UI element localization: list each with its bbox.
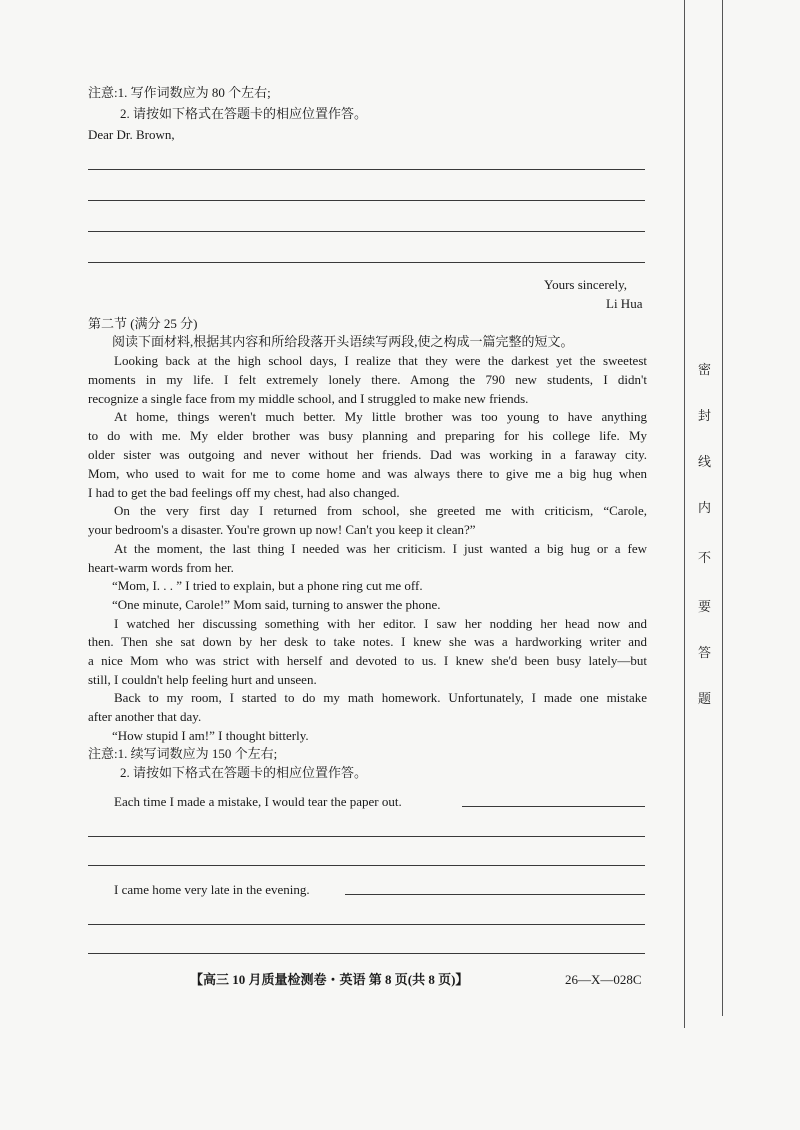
side-seal-char: 封 [698, 409, 712, 424]
footer-title: 【高三 10 月质量检测卷・英语 第 8 页(共 8 页)】 [190, 972, 469, 987]
passage-line: heart-warm words from her. [88, 560, 234, 575]
passage-line: after another that day. [88, 709, 202, 724]
passage-line: a nice Mom who was strict with herself and devoted to us. I knew she'd been busy lately—but [88, 653, 647, 668]
side-seal-char: 答 [698, 646, 712, 661]
passage-line: moments in my life. I felt extremely lonely there. Among the 790 new students, I didn't [88, 372, 647, 387]
section-instruction: 阅读下面材料,根据其内容和所给段落开头语续写两段,使之构成一篇完整的短文。 [112, 334, 574, 349]
passage-line: “Mom, I. . . ” I tried to explain, but a phone ring cut me off. [112, 578, 423, 593]
answer-line [88, 924, 645, 925]
writing-note-1: 注意:1. 写作词数应为 80 个左右; [88, 85, 271, 100]
continuation-note-2: 2. 请按如下格式在答题卡的相应位置作答。 [120, 765, 368, 780]
footer-code: 26—X—028C [565, 972, 642, 987]
letter-salutation: Dear Dr. Brown, [88, 127, 175, 142]
side-seal-char: 密 [698, 363, 712, 378]
side-seal-char: 内 [698, 501, 712, 516]
passage-line: still, I couldn't help feeling hurt and unseen. [88, 672, 317, 687]
passage-line: Mom, who used to wait for me to come home and was always there to give me a big hug when [88, 466, 647, 481]
continuation-note-1: 注意:1. 续写词数应为 150 个左右; [88, 746, 278, 761]
side-seal-char: 题 [698, 692, 712, 707]
letter-signature: Li Hua [606, 296, 643, 311]
binding-line-left [684, 0, 685, 1028]
passage-line: to do with me. My elder brother was busy planning and preparing for his college life. My [88, 428, 647, 443]
passage-line: Looking back at the high school days, I realize that they were the darkest yet the sweetest [114, 353, 647, 368]
answer-line [88, 262, 645, 263]
binding-line-right [722, 0, 723, 1016]
answer-line [462, 806, 645, 807]
passage-line: Back to my room, I started to do my math homework. Unfortunately, I made one mistake [114, 690, 647, 705]
passage-line: At the moment, the last thing I needed was her criticism. I just wanted a big hug or a few [114, 541, 647, 556]
answer-line [88, 836, 645, 837]
answer-line [88, 865, 645, 866]
passage-line: older sister was outgoing and never without her friends. Dad was working in a faraway city. [88, 447, 647, 462]
passage-line: I watched her discussing something with her editor. I saw her nodding her head now and [114, 616, 647, 631]
passage-line: “How stupid I am!” I thought bitterly. [112, 728, 309, 743]
answer-line [88, 953, 645, 954]
passage-line: “One minute, Carole!” Mom said, turning to answer the phone. [112, 597, 441, 612]
passage-line: I had to get the bad feelings off my chest, had also changed. [88, 485, 400, 500]
side-seal-char: 线 [698, 455, 712, 470]
answer-line [345, 894, 645, 895]
writing-note-2: 2. 请按如下格式在答题卡的相应位置作答。 [120, 106, 368, 121]
passage-line: then. Then she sat down by her desk to take notes. I knew she was a hardworking writer and [88, 634, 647, 649]
answer-line [88, 231, 645, 232]
passage-line: recognize a single face from my middle school, and I struggled to make new friends. [88, 391, 529, 406]
answer-line [88, 200, 645, 201]
side-seal-char: 要 [698, 600, 712, 615]
side-seal-char: 不 [698, 551, 712, 566]
paragraph-2-prompt: I came home very late in the evening. [114, 882, 310, 897]
section-title: 第二节 (满分 25 分) [88, 316, 198, 331]
passage-line: your bedroom's a disaster. You're grown up now! Can't you keep it clean?” [88, 522, 476, 537]
paragraph-1-prompt: Each time I made a mistake, I would tear the paper out. [114, 794, 402, 809]
answer-line [88, 169, 645, 170]
passage-line: At home, things weren't much better. My little brother was too young to have anything [114, 409, 647, 424]
passage-line: On the very first day I returned from school, she greeted me with criticism, “Carole, [114, 503, 647, 518]
letter-closing: Yours sincerely, [544, 277, 628, 292]
